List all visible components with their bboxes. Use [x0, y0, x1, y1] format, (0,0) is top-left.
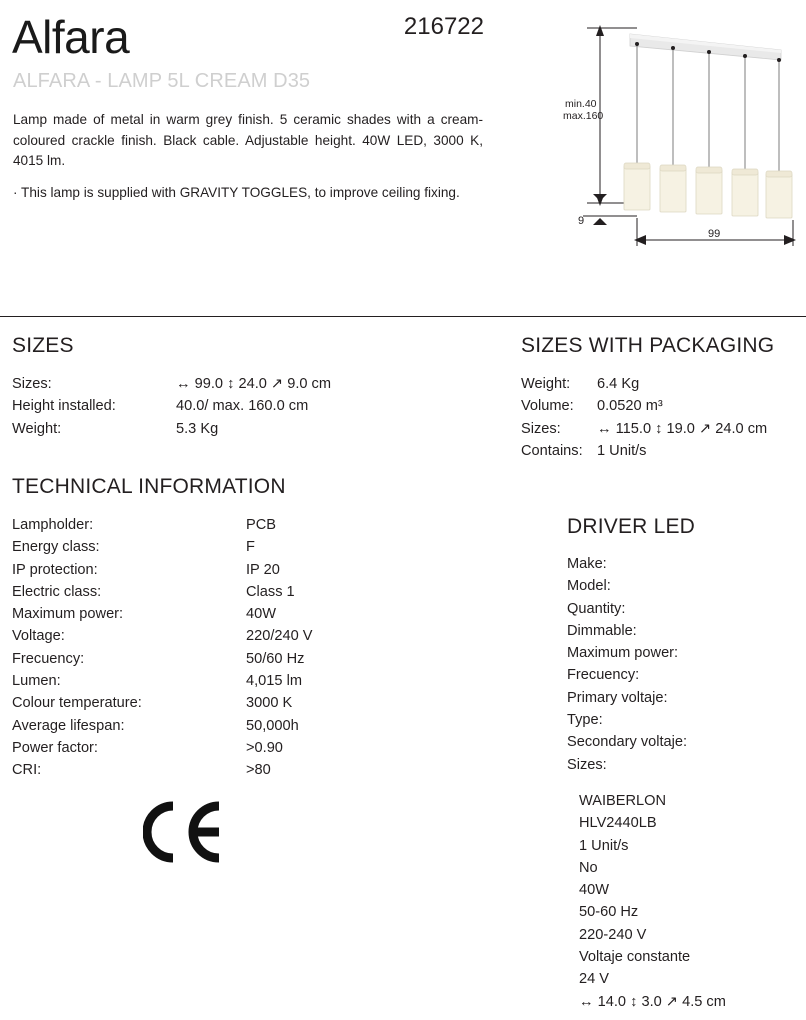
table-row — [521, 395, 806, 417]
table-row — [12, 737, 432, 759]
spec-value: 24 V — [579, 971, 610, 988]
spec-value: 50/60 Hz — [246, 650, 305, 667]
spec-value: >80 — [246, 762, 271, 779]
spec-value: 40W — [246, 606, 277, 623]
spec-label: Dimmable: — [567, 622, 637, 639]
spec-value: 50,000h — [246, 717, 299, 734]
spec-label: Electric class: — [12, 583, 102, 600]
spec-value: 220-240 V — [579, 926, 647, 943]
spec-value: 1 Unit/s — [597, 442, 647, 459]
spec-value: Class 1 — [246, 583, 295, 600]
spec-value: IP 20 — [246, 561, 280, 578]
spec-label: IP protection: — [12, 561, 98, 578]
table-row — [12, 625, 432, 647]
spec-value: >0.90 — [246, 739, 283, 756]
spec-value: 0.0520 m³ — [597, 398, 663, 415]
width-label: 99 — [708, 228, 721, 240]
table-row — [12, 418, 412, 440]
spec-label: Volume: — [521, 398, 574, 415]
spec-label: Weight: — [12, 420, 62, 437]
spec-label: Secondary voltaje: — [567, 734, 688, 751]
spec-value: 5.3 Kg — [176, 420, 219, 437]
spec-label: Voltage: — [12, 628, 65, 645]
packaging-heading: SIZES WITH PACKAGING — [521, 334, 775, 357]
spec-value: ↔ 115.0 ↕ 19.0 ↗ 24.0 cm — [597, 420, 768, 437]
spec-value: 220/240 V — [246, 628, 313, 645]
spec-value: WAIBERLON — [579, 793, 667, 809]
spec-label: Power factor: — [12, 739, 98, 756]
page-title: Alfara — [12, 11, 130, 63]
spec-label: Sizes: — [567, 756, 607, 773]
spec-label: Maximum power: — [12, 606, 124, 623]
technical-heading: TECHNICAL INFORMATION — [12, 475, 286, 498]
table-row — [12, 715, 432, 737]
spec-label: Primary voltaje: — [567, 689, 668, 706]
spec-value: 3000 K — [246, 695, 293, 712]
table-row — [12, 514, 432, 536]
spec-value: 1 Unit/s — [579, 837, 629, 854]
spec-label: Frecuency: — [12, 650, 85, 667]
driver-labels — [567, 553, 797, 776]
spec-value: 40.0/ max. 160.0 cm — [176, 398, 309, 415]
spec-value: 6.4 Kg — [597, 376, 640, 392]
table-row — [12, 603, 432, 625]
table-row — [12, 670, 432, 692]
table-row — [12, 373, 412, 395]
spec-label: Model: — [567, 578, 611, 595]
table-row — [521, 440, 806, 462]
spec-label: Lampholder: — [12, 517, 94, 533]
section-divider — [0, 316, 806, 317]
spec-value: F — [246, 539, 255, 556]
spec-label: Lumen: — [12, 673, 61, 690]
spec-label: Colour temperature: — [12, 695, 142, 712]
product-code: 216722 — [403, 13, 484, 40]
table-row — [12, 536, 432, 558]
table-row — [12, 759, 432, 781]
spec-label: Quantity: — [567, 600, 626, 617]
driver-values — [579, 790, 806, 1013]
spec-label: Average lifespan: — [12, 717, 125, 734]
table-row — [521, 418, 806, 440]
packaging-table — [521, 373, 806, 462]
spec-label: Frecuency: — [567, 667, 640, 684]
spec-label: Weight: — [521, 376, 571, 392]
driver-heading: DRIVER LED — [567, 515, 696, 538]
spec-value: 40W — [579, 882, 610, 899]
spec-label: Sizes: — [12, 376, 52, 392]
technical-drawing — [525, 8, 806, 258]
spec-label: Type: — [567, 712, 603, 729]
product-description: Lamp made of metal in warm grey finish. 5 ceramic shades with a cream-coloured crackle finish. Black cable. Adjustable height. 40W LED, 3000 K, 4015 lm. — [13, 112, 483, 168]
spec-value: 50-60 Hz — [579, 904, 639, 921]
ce-mark-icon — [143, 800, 223, 864]
table-row — [12, 395, 412, 417]
spec-label: Contains: — [521, 442, 583, 459]
sizes-table — [12, 373, 412, 440]
spec-label: Energy class: — [12, 539, 100, 556]
technical-table — [12, 514, 432, 782]
table-row — [12, 559, 432, 581]
sizes-heading: SIZES — [12, 334, 74, 357]
height-max-label: max.160 — [563, 110, 604, 122]
product-subtitle: ALFARA - LAMP 5L CREAM D35 — [13, 70, 311, 92]
table-row — [12, 692, 432, 714]
drop-label: 9 — [578, 215, 585, 227]
spec-label: CRI: — [12, 762, 42, 779]
spec-value: No — [579, 859, 598, 876]
spec-value: ↔ 99.0 ↕ 24.0 ↗ 9.0 cm — [176, 376, 331, 392]
spec-value: 4,015 lm — [246, 673, 302, 690]
spec-value: Voltaje constante — [579, 949, 691, 966]
spec-label: Maximum power: — [567, 645, 679, 662]
spec-label: Sizes: — [521, 420, 561, 437]
table-row — [521, 373, 806, 395]
spec-value: HLV2440LB — [579, 815, 657, 832]
spec-label: Make: — [567, 556, 607, 572]
spec-value: PCB — [246, 517, 277, 533]
table-row — [12, 581, 432, 603]
height-min-label: min.40 — [565, 98, 597, 110]
spec-value: ↔ 14.0 ↕ 3.0 ↗ 4.5 cm — [579, 993, 726, 1010]
spec-label: Height installed: — [12, 398, 116, 415]
product-note: · This lamp is supplied with GRAVITY TOGGLES, to improve ceiling fixing. — [13, 185, 460, 200]
table-row — [12, 648, 432, 670]
